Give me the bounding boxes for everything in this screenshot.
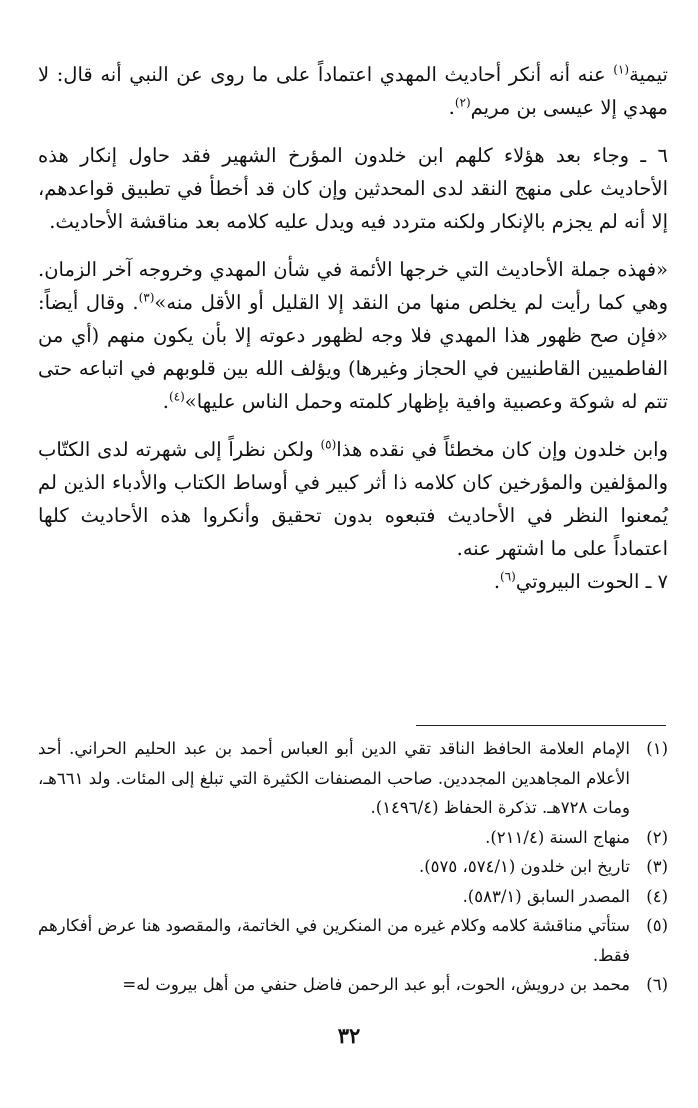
- paragraph-text: .: [448, 96, 455, 119]
- paragraph-text: «فهذه جملة الأحاديث التي خرجها الأئمة في شأن المهدي وخروجه آخر الزمان. وهي كما رأيت لم يخلص منها من النقد إلا القليل أو الأقل منه»: [38, 258, 668, 314]
- footnote-text: الإمام العلامة الحافظ الناقد تقي الدين أبو العباس أحمد بن عبد الحليم الحراني. أحد الأعلام المجاهدين المجددين. صاحب المصنفات الكثيرة التي تبلغ إلى المئات. ولد ٦٦١هـ، ومات ٧٢٨هـ. تذكرة الحفاظ (١٤٩٦/٤).: [38, 739, 630, 817]
- footnote-4: [38, 882, 668, 912]
- paragraph-text: تيمية: [629, 63, 668, 86]
- footnote-text: المصدر السابق (٥٨٣/١).: [462, 886, 630, 906]
- footnote-ref: (٣): [138, 290, 155, 305]
- paragraph-text: ٧ ـ الحوت البيروتي: [515, 570, 668, 593]
- paragraph-text: عنه أنه أنكر أحاديث المهدي اعتماداً على ما روى عن النبي أنه قال: لا مهدي إلا عيسى بن مريم: [38, 63, 668, 119]
- footnotes: [38, 734, 668, 1000]
- footnote-6: [38, 970, 668, 1000]
- footnote-ref: (١): [613, 62, 630, 77]
- footnote-3: [38, 852, 668, 882]
- page-number: ٣٢: [337, 1023, 361, 1048]
- paragraph-text: . وقال أيضاً: «فإن صح ظهور هذا المهدي فلا وجه لظهور دعوته إلا بأن يكون منهم (أي من الفاطميين القاطنيين في الحجاز وغيرها) ويؤلف الله بين قلوبهم في اتباعه حتى تتم له شوكة وعصبية وافية بإظهار كلمته وحمل الناس عليها»: [38, 291, 668, 413]
- footnote-number: (٥): [646, 916, 668, 935]
- footnote-text: ستأتي مناقشة كلامه وكلام غيره من المنكرين في الخاتمة، والمقصود هنا عرض أفكارهم فقط.: [38, 916, 630, 965]
- footnote-number: (١): [646, 739, 668, 758]
- paragraph-5: [38, 565, 668, 598]
- footnote-ref: (٢): [454, 95, 471, 110]
- footnote-5: [38, 911, 668, 970]
- footnote-number: (٣): [646, 857, 668, 876]
- footnote-number: (٤): [646, 886, 668, 906]
- footnote-ref: (٦): [500, 569, 516, 584]
- footnote-number: (٦): [646, 975, 668, 994]
- footnote-1: [38, 734, 668, 823]
- footnote-separator: [416, 725, 666, 726]
- footnote-text: تاريخ ابن خلدون (٥٧٤/١، ٥٧٥).: [418, 857, 630, 876]
- paragraph-4: [38, 433, 668, 565]
- footnote-text: محمد بن درويش، الحوت، أبو عبد الرحمن فاضل حنفي من أهل بيروت له=: [122, 975, 630, 994]
- paragraph-text: ولكن نظراً إلى شهرته لدى الكتّاب والمؤلفين والمؤرخين كان كلامه ذا أثر كبير في أوساط الكتاب والأدباء الذين لم يُمعنوا النظر في الأحاديث فتبعوه بدون تحقيق وأنكروا هذه الأحاديث كلها اعتماداً على ما اشتهر عنه.: [38, 438, 668, 560]
- paragraph-text: .: [493, 570, 501, 593]
- paragraph-text: وابن خلدون وإن كان مخطئاً في نقده هذا: [336, 438, 669, 461]
- footnote-ref: (٤): [168, 389, 185, 404]
- footnote-ref: (٥): [320, 437, 337, 452]
- paragraph-1: [38, 58, 668, 124]
- paragraph-2: ٦ ـ وجاء بعد هؤلاء كلهم ابن خلدون المؤرخ الشهير فقد حاول إنكار هذه الأحاديث على منهج النقد لدى المحدثين وإن كان قد أخطأ في تطبيق قواعدهم، إلا أنه لم يجزم بالإنكار ولكنه متردد فيه ويدل عليه كلامه بعد مناقشة الأحاديث.: [38, 144, 668, 233]
- main-text: [38, 58, 668, 598]
- footnote-number: (٢): [646, 827, 668, 847]
- footnote-2: [38, 823, 668, 853]
- footnote-text: منهاج السنة (٢١١/٤).: [485, 827, 630, 847]
- paragraph-text: .: [162, 390, 169, 413]
- paragraph-3: [38, 253, 668, 418]
